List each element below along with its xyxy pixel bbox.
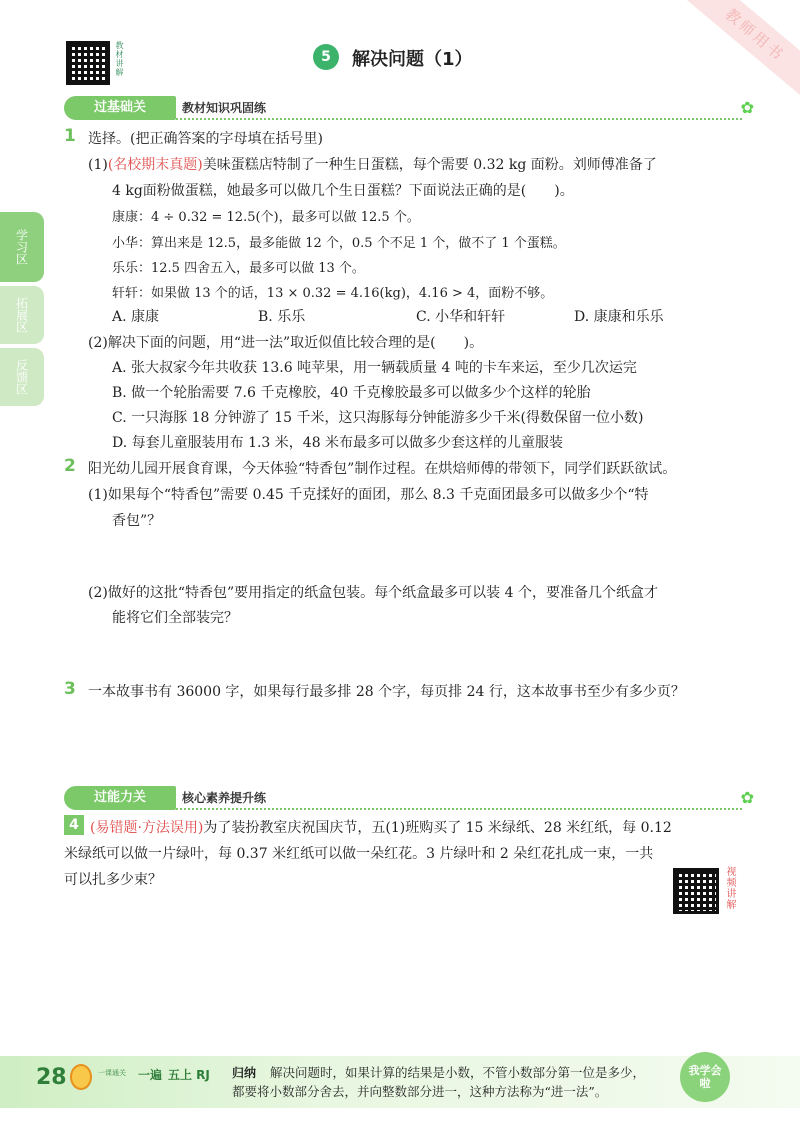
q1-xuanxuan: 轩轩：如果做 13 个的话，13 × 0.32 = 4.16(kg)，4.16 > 4，面粉不够。 (112, 286, 554, 301)
q1-option-c[interactable]: C. 小华和轩轩 (416, 309, 506, 325)
q2-part2-answer-area[interactable] (88, 630, 748, 674)
q4-line1-text: 为了装扮教室庆祝国庆节，五(1)班购买了 15 米绿纸、28 米红纸，每 0.12 (203, 820, 672, 836)
video-qr-code[interactable] (673, 868, 719, 914)
q1-part1-line2: 4 kg面粉做蛋糕，她最多可以做几个生日蛋糕？下面说法正确的是( )。 (112, 183, 574, 199)
q4-line3: 可以扎多少束？ (64, 872, 162, 888)
q1-part2-option-b[interactable]: B. 做一个轮胎需要 7.6 千克橡胶，40 千克橡胶最多可以做多少个这样的轮胎 (112, 385, 591, 401)
section-ability-header (64, 786, 754, 810)
question-2-stem: 阳光幼儿园开展食育课，今天体验“特香包”制作过程。在烘焙师傅的带领下，同学们跃跃欲试。 (88, 461, 677, 477)
side-tab-feedback-label: 反馈区 (14, 359, 29, 395)
lesson-number: 5 (321, 49, 331, 65)
section-ability-divider (176, 808, 742, 810)
section-basic-divider (176, 118, 742, 120)
q2-part1-line2: 香包”？ (112, 513, 162, 529)
q1-lele: 乐乐：12.5 四舍五入，最多可以做 13 个。 (112, 261, 365, 276)
q2-part1-line1: (1)如果每个“特香包”需要 0.45 千克揉好的面团，那么 8.3 千克面团最多可以做多少个“特 (88, 487, 649, 503)
flower-icon: ✿ (740, 788, 754, 807)
q1-part2-stem: (2)解决下面的问题，用“进一法”取近似值比较合理的是( )。 (88, 335, 484, 351)
q1-option-b[interactable]: B. 乐乐 (258, 309, 306, 325)
q1-part1-text1: 美味蛋糕店特制了一种生日蛋糕，每个需要 0.32 kg 面粉。刘师傅准备了 (202, 157, 657, 173)
q1-part1-tag: (名校期末真题) (107, 157, 203, 173)
q1-part2-option-a[interactable]: A. 张大叔家今年共收获 13.6 吨苹果，用一辆载质量 4 吨的卡车来运，至少几次运完 (112, 360, 637, 376)
q4-line2: 米绿纸可以做一片绿叶，每 0.37 米红纸可以做一朵红花。3 片绿叶和 2 朵红花扎成一束，一共 (64, 846, 654, 862)
q4-line1 (90, 817, 672, 837)
q4-tag: (易错题·方法误用) (90, 820, 204, 836)
question-3-text: 一本故事书有 36000 字，如果每行最多排 28 个字，每页排 24 行，这本故事书至少有多少页？ (88, 684, 685, 700)
question-4-number-box (64, 815, 84, 835)
q1-xiaohua: 小华：算出来是 12.5，最多能做 12 个，0.5 个不足 1 个，做不了 1 个蛋糕。 (112, 236, 566, 251)
question-4-number: 4 (69, 817, 79, 833)
lesson-badge (313, 44, 339, 70)
side-tab-feedback[interactable] (0, 348, 44, 406)
footer-page-number: 28 (36, 1065, 67, 1090)
side-tab-expand[interactable] (0, 286, 44, 344)
side-tab-study[interactable] (0, 212, 44, 282)
q1-kangkang: 康康：4 ÷ 0.32 = 12.5(个)，最多可以做 12.5 个。 (112, 210, 420, 225)
q1-part2-option-d[interactable]: D. 每套儿童服装用布 1.3 米，48 米布最多可以做多少套这样的儿童服装 (112, 435, 564, 451)
section-basic-badge: 过基础关 (64, 96, 176, 120)
footer-mascot-label: 我学会啦 (688, 1064, 722, 1090)
footer-series: 一遍 (138, 1068, 163, 1082)
question-2-number: 2 (64, 456, 76, 476)
side-tab-expand-label: 拓展区 (14, 297, 29, 333)
question-3-number: 3 (64, 679, 76, 699)
flower-icon: ✿ (740, 98, 754, 117)
q2-part2-line2: 能将它们全部装完？ (112, 610, 238, 626)
watermark-ribbon (679, 0, 800, 103)
section-basic-subtitle: 教材知识巩固练 (182, 101, 267, 115)
q1-part2-option-c[interactable]: C. 一只海豚 18 分钟游了 15 千米，这只海豚每分钟能游多少千米(得数保留一位小数) (112, 410, 644, 426)
q1-option-a[interactable]: A. 康康 (112, 309, 160, 325)
footer-summary-line1: 解决问题时，如果计算的结果是小数，不管小数部分第一位是多少， (270, 1065, 646, 1080)
q3-answer-area[interactable] (88, 706, 748, 776)
video-qr-label: 视频讲解 (724, 866, 735, 910)
question-1-number: 1 (64, 126, 76, 146)
q2-part1-answer-area[interactable] (88, 534, 748, 578)
header-qr-label: 教材讲解 (115, 41, 124, 77)
section-basic-header (64, 96, 754, 120)
section-ability-badge: 过能力关 (64, 786, 176, 810)
footer-summary-line2: 都要将小数部分舍去，并向整数部分进一，这种方法称为“进一法”。 (232, 1084, 608, 1099)
footer-series-small: 一课通关 (98, 1069, 126, 1077)
watermark-text: 教师用书 (721, 4, 789, 66)
page-title: 解决问题（1） (352, 49, 473, 70)
footer-summary-tag: 归纳 (232, 1066, 257, 1080)
side-tab-study-label: 学习区 (14, 229, 29, 265)
q1-option-d[interactable]: D. 康康和乐乐 (574, 309, 664, 325)
footer-mascot-icon (70, 1064, 92, 1090)
footer-mascot-badge (680, 1052, 730, 1102)
q1-part1-label: (1) (88, 157, 108, 173)
header-qr-code[interactable] (66, 41, 110, 85)
footer-grade: 五上 RJ (168, 1068, 210, 1082)
q2-part2-line1: (2)做好的这批“特香包”要用指定的纸盒包装。每个纸盒最多可以装 4 个，要准备几个纸盒才 (88, 585, 658, 601)
q1-part1-line1 (88, 154, 657, 174)
question-1-stem: 选择。(把正确答案的字母填在括号里) (88, 131, 323, 147)
section-ability-subtitle: 核心素养提升练 (182, 791, 267, 805)
